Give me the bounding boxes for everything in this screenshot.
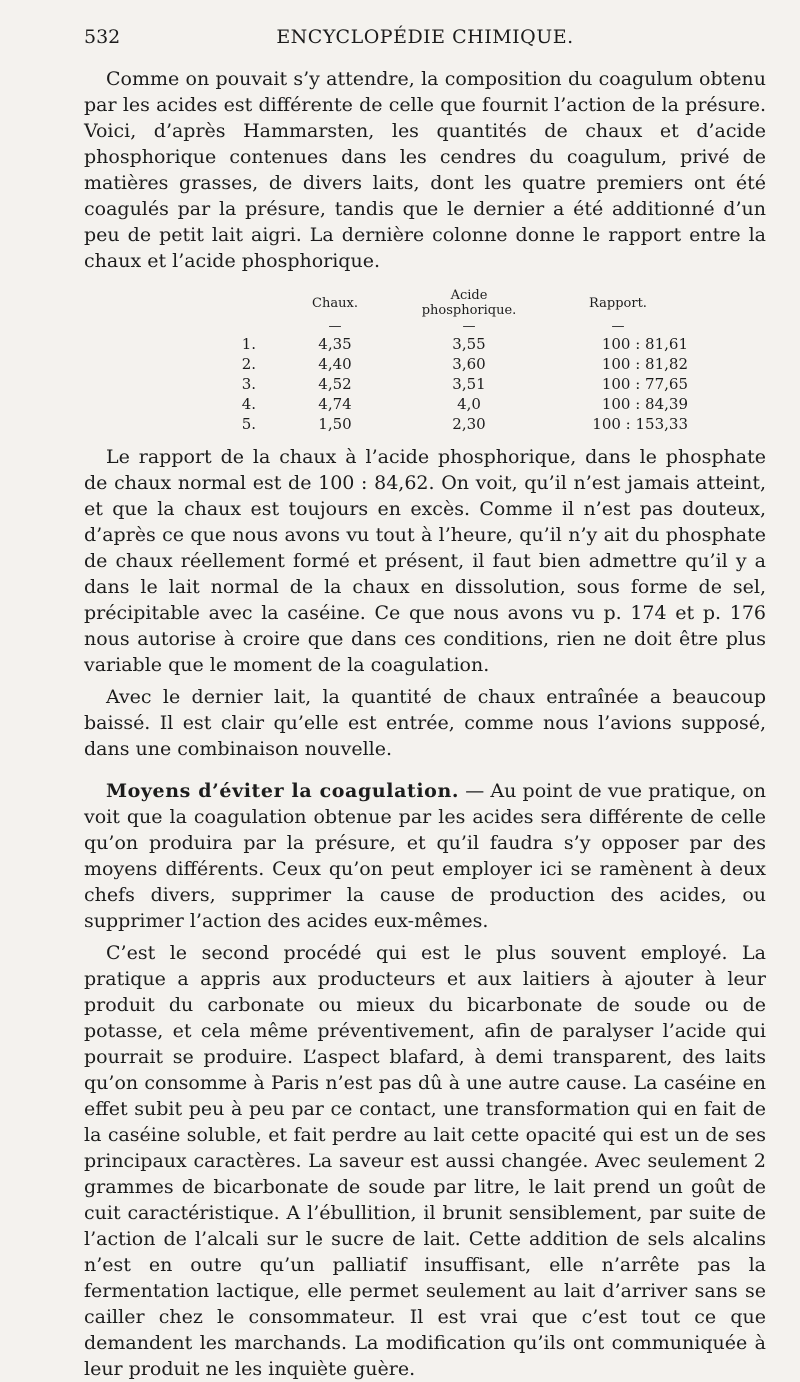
row-index: 3. [241,375,256,393]
table-row [204,394,700,414]
section-body: — Au point de vue pratique, on voit que la coagulation obtenue par les acides sera différente de celle qu’on produira par la présure, et qu’il faudra s’y opposer par des moyens différents. Ceux qu’on peut employer ici se ramènent à deux chefs divers, supprimer la cause de production des acides, ou supprimer l’action des acides eux-mêmes. [84,780,766,932]
paragraph-intro: Comme on pouvait s’y attendre, la composition du coagulum obtenu par les acides est différente de celle que fournit l’action de la présure. Voici, d’après Hammarsten, les quantités de chaux et d’acide phosphorique contenues dans les cendres du coagulum, privé de matières grasses, de divers laits, dont les quatre premiers ont été coagulés par la présure, tandis que le dernier a été additionné d’un peu de petit lait aigri. La dernière colonne donne le rapport entre la chaux et l’acide phosphorique. [84,68,766,272]
paragraph-last-milk: Avec le dernier lait, la quantité de chaux entraînée a beaucoup baissé. Il est clair qu’elle est entrée, comme nous l’avions supposé, dans une combinaison nouvelle. [84,686,766,760]
running-title: ENCYCLOPÉDIE CHIMIQUE. [276,26,574,48]
table-header-chaux: Chaux. [312,295,358,311]
table-row [204,374,700,394]
dash-cell [204,320,268,334]
table-row [204,354,700,374]
data-table [204,288,700,434]
table-header-index [204,288,268,320]
cell-chaux: 4,74 [318,395,352,413]
cell-chaux: 1,50 [318,415,352,433]
cell-chaux: 4,52 [318,375,352,393]
cell-rapport: 100 : 81,61 [601,335,688,353]
section-title: Moyens d’éviter la coagulation. [106,780,460,802]
cell-rapport: 100 : 77,65 [601,375,688,393]
page-header [84,26,766,56]
paragraph-ratio: Le rapport de la chaux à l’acide phosphorique, dans le phosphate de chaux normal est de 100 : 84,62. On voit, qu’il n’est jamais atteint, et que la chaux est toujours en excès. Comme il n’est pas douteux, d’après ce que nous avons vu tout à l’heure, qu’il n’y ait du phosphate de chaux réellement formé et présent, il faut bien admettre qu’il y a dans le lait normal de la chaux en dissolution, sous forme de sel, précipitable avec la caséine. Ce que nous avons vu p. 174 et p. 176 nous autorise à croire que dans ces conditions, rien ne doit être plus variable que le moment de la coagulation. [84,446,766,676]
cell-chaux: 4,35 [318,335,352,353]
page-number: 532 [84,26,121,48]
paragraph-section [84,778,766,934]
row-index: 5. [241,415,256,433]
cell-acide: 2,30 [452,415,486,433]
dash-cell: — [328,319,342,334]
table-header-row [204,288,700,320]
dash-cell: — [611,319,625,334]
cell-rapport: 100 : 84,39 [601,395,688,413]
table-header-acide: Acide phosphorique. [421,288,517,318]
cell-rapport: 100 : 81,82 [601,355,688,373]
dash-cell: — [462,319,476,334]
row-index: 4. [241,395,256,413]
row-index: 1. [241,335,256,353]
cell-rapport: 100 : 153,33 [592,415,688,433]
table-header-rapport: Rapport. [589,295,647,311]
cell-acide: 3,60 [452,355,486,373]
paragraph-procedure: C’est le second procédé qui est le plus souvent employé. La pratique a appris aux producteurs et aux laitiers à ajouter à leur produit du carbonate ou mieux du bicarbonate de soude ou de potasse, et cela même préventivement, afin de paralyser l’acide qui pourrait se produire. L’aspect blafard, à demi transparent, des laits qu’on consomme à Paris n’est pas dû à une autre cause. La caséine en effet subit peu à peu par ce contact, une transformation qui en fait de la caséine soluble, et fait perdre au lait cette opacité qui est un de ses principaux caractères. La saveur est aussi changée. Avec seulement 2 grammes de bicarbonate de soude par litre, le lait prend un goût de cuit caractéristique. A l’ébullition, il brunit sensiblement, par suite de l’action de l’alcali sur le sucre de lait. Cette addition de sels alcalins n’est en outre qu’un palliatif insuffisant, elle n’arrête pas la fermentation lactique, elle permet seulement au lait d’arriver sans se cailler chez le consommateur. Il est vrai que c’est tout ce que demandent les marchands. La modification qu’ils ont communiquée à leur produit ne les inquiète guère. [84,942,766,1380]
cell-acide: 3,55 [452,335,486,353]
cell-acide: 4,0 [457,395,481,413]
cell-acide: 3,51 [452,375,486,393]
cell-chaux: 4,40 [318,355,352,373]
row-index: 2. [241,355,256,373]
table-row [204,414,700,434]
table-row [204,334,700,354]
table-dash-row [204,320,700,334]
